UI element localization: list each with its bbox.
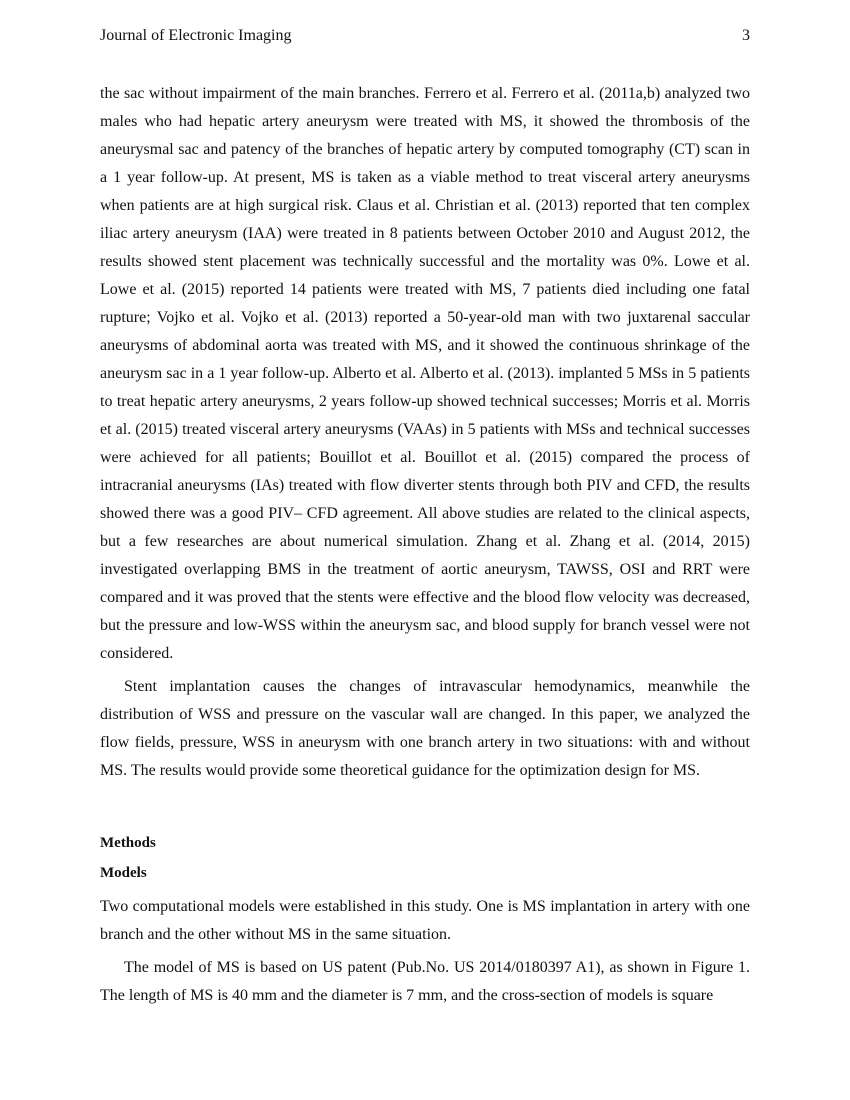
page-number: 3 (742, 27, 750, 44)
body-paragraph: Two computational models were established in this study. One is MS implantation in artery with one branch and the other without MS in the same situation. (100, 898, 750, 943)
section-heading-methods: Methods (100, 835, 156, 851)
body-paragraph: the sac without impairment of the main branches. Ferrero et al. Ferrero et al. (2011a,b) analyzed two males who had hepatic artery aneurysm were treated with MS, it showed the thrombosis of the aneurysmal sac and patency of the branches of hepatic artery by computed tomography (CT) scan in a 1 year follow-up. At present, MS is taken as a viable method to treat visceral artery aneurysms when patients are at high surgical risk. Claus et al. Christian et al. (2013) reported that ten complex iliac artery aneurysm (IAA) were treated in 8 patients between October 2010 and August 2012, the results showed stent placement was technically successful and the mortality was 0%. Lowe et al. Lowe et al. (2015) reported 14 patients were treated with MS, 7 patients died including one fatal rupture; Vojko et al. Vojko et al. (2013) reported a 50-year-old man with two juxtarenal saccular aneurysms of abdominal aorta was treated with MS, and it showed the continuous shrinkage of the aneurysm sac in a 1 year follow-up. Alberto et al. Alberto et al. (2013). implanted 5 MSs in 5 patients to treat hepatic artery aneurysms, 2 years follow-up showed technical successes; Morris et al. Morris et al. (2015) treated visceral artery aneurysms (VAAs) in 5 patients with MSs and technical successes were achieved for all patients; Bouillot et al. Bouillot et al. (2015) compared the process of intracranial aneurysms (IAs) treated with flow diverter stents through both PIV and CFD, the results showed there was a good PIV– CFD agreement. All above studies are related to the clinical aspects, but a few researches are about numerical simulation. Zhang et al. Zhang et al. (2014, 2015) investigated overlapping BMS in the treatment of aortic aneurysm, TAWSS, OSI and RRT were compared and it was proved that the stents were effective and the blood flow velocity was decreased, but the pressure and low-WSS within the aneurysm sac, and blood supply for branch vessel were not considered. (100, 85, 750, 662)
body-paragraph: The model of MS is based on US patent (Pub.No. US 2014/0180397 A1), as shown in Figure 1. The length of MS is 40 mm and the diameter is 7 mm, and the cross-section of models is square (100, 959, 750, 1004)
journal-title: Journal of Electronic Imaging (100, 27, 292, 44)
article-body (100, 80, 750, 1010)
body-paragraph: Stent implantation causes the changes of intravascular hemodynamics, meanwhile the distribution of WSS and pressure on the vascular wall are changed. In this paper, we analyzed the flow fields, pressure, WSS in aneurysm with one branch artery in two situations: with and without MS. The results would provide some theoretical guidance for the optimization design for MS. (100, 678, 750, 779)
subsection-heading-models: Models (100, 865, 147, 881)
